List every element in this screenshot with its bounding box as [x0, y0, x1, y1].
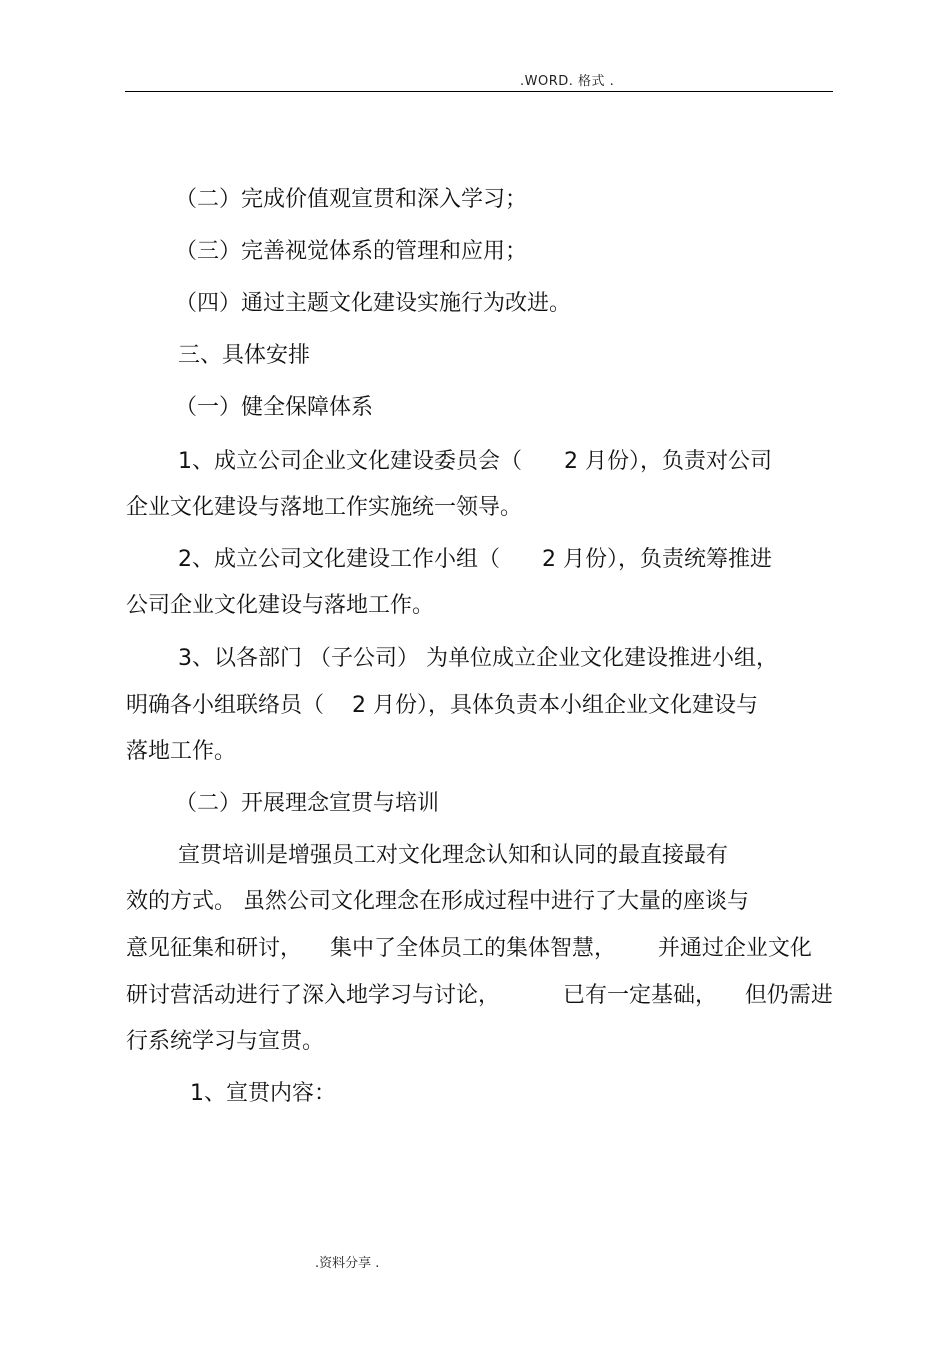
text-line: 意见征集和研讨， 集中了全体员工的集体智慧， 并通过企业文化: [126, 936, 812, 961]
header-rule: [125, 91, 833, 92]
header-text: .WORD. 格式 .: [520, 74, 615, 89]
text-line: 企业文化建设与落地工作实施统一领导。: [126, 495, 523, 520]
text-line: 研讨营活动进行了深入地学习与讨论， 已有一定基础， 但仍需进: [126, 983, 833, 1008]
text-line: 宣贯培训是增强员工对文化理念认知和认同的最直接最有: [178, 843, 729, 868]
text-line: 2、成立公司文化建设工作小组（ 2 月份），负责统筹推进: [178, 547, 772, 572]
text-line: （四）通过主题文化建设实施行为改进。: [175, 291, 572, 316]
text-line: 3、以各部门 （子公司） 为单位成立企业文化建设推进小组，: [178, 646, 778, 671]
text-line: 公司企业文化建设与落地工作。: [126, 593, 435, 618]
text-line: 1、宣贯内容：: [190, 1081, 336, 1106]
text-line: （三）完善视觉体系的管理和应用；: [175, 239, 528, 264]
footer-text: .资料分享 .: [315, 1256, 380, 1271]
text-line: 落地工作。: [126, 739, 237, 764]
text-line: 效的方式。 虽然公司文化理念在形成过程中进行了大量的座谈与: [126, 889, 749, 914]
section-heading: 三、具体安排: [178, 343, 311, 368]
subsection-heading: （二）开展理念宣贯与培训: [175, 791, 440, 816]
text-line: 1、成立公司企业文化建设委员会（ 2 月份），负责对公司: [178, 449, 772, 474]
text-line: 明确各小组联络员（ 2 月份），具体负责本小组企业文化建设与: [126, 693, 758, 718]
text-line: 行系统学习与宣贯。: [126, 1029, 325, 1054]
text-line: （二）完成价值观宣贯和深入学习；: [175, 187, 528, 212]
subsection-heading: （一）健全保障体系: [175, 395, 374, 420]
